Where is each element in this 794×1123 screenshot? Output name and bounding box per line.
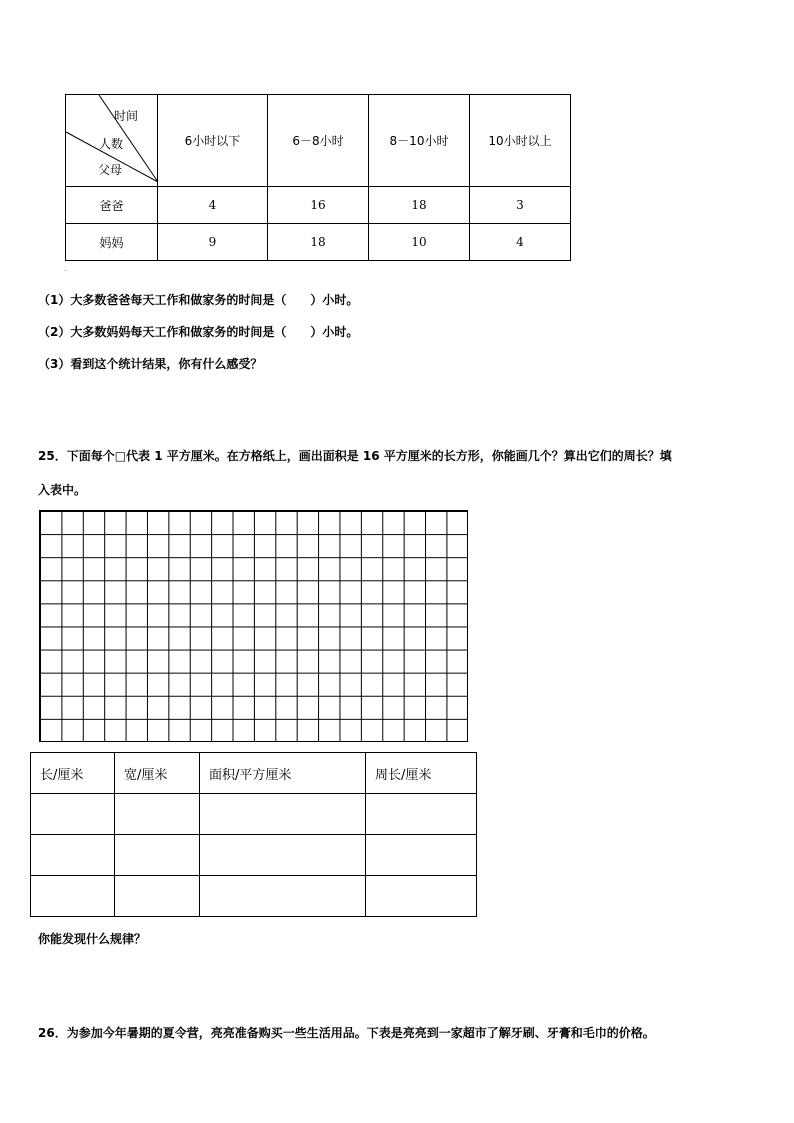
column-header: 6－8小时 bbox=[268, 95, 369, 187]
answer-cell[interactable] bbox=[366, 794, 477, 835]
square-grid-paper bbox=[39, 510, 468, 742]
table-cell: 18 bbox=[268, 224, 369, 261]
hours-statistics-table bbox=[65, 94, 571, 261]
question-3: （3）看到这个统计结果，你有什么感受？ bbox=[38, 357, 263, 371]
answer-cell[interactable] bbox=[200, 794, 366, 835]
problem-25-text-line-1: 25．下面每个□代表 1 平方厘米。在方格纸上，画出面积是 16 平方厘米的长方形，你能画几个？算出它们的周长？填 bbox=[38, 449, 672, 463]
table-cell: 3 bbox=[470, 187, 571, 224]
table-row bbox=[31, 794, 477, 835]
corner-label-time: 时间 bbox=[114, 109, 139, 123]
table-row bbox=[31, 835, 477, 876]
row-label: 爸爸 bbox=[66, 187, 158, 224]
table-header-row bbox=[66, 95, 571, 187]
pattern-question: 你能发现什么规律？ bbox=[38, 932, 147, 946]
answer-cell[interactable] bbox=[200, 876, 366, 917]
table-row bbox=[66, 187, 571, 224]
question-1: （1）大多数爸爸每天工作和做家务的时间是（ ）小时。 bbox=[38, 293, 359, 307]
table-cell: 4 bbox=[470, 224, 571, 261]
diagonal-header-cell bbox=[66, 95, 158, 187]
corner-label-parents: 父母 bbox=[98, 163, 123, 177]
table-cell: 10 bbox=[369, 224, 470, 261]
rectangle-answer-table bbox=[30, 752, 477, 917]
answer-cell[interactable] bbox=[366, 835, 477, 876]
row-label: 妈妈 bbox=[66, 224, 158, 261]
table-cell: 16 bbox=[268, 187, 369, 224]
answer-cell[interactable] bbox=[31, 876, 115, 917]
problem-26-text: 26．为参加今年暑期的夏令营，亮亮准备购买一些生活用品。下表是亮亮到一家超市了解牙刷、牙膏和毛巾的价格。 bbox=[38, 1026, 655, 1040]
column-header: 面积/平方厘米 bbox=[200, 753, 366, 794]
table-cell: 9 bbox=[158, 224, 268, 261]
answer-cell[interactable] bbox=[115, 876, 200, 917]
table-cell: 18 bbox=[369, 187, 470, 224]
problem-25-text-line-2: 入表中。 bbox=[38, 483, 87, 497]
answer-cell[interactable] bbox=[31, 835, 115, 876]
column-header: 宽/厘米 bbox=[115, 753, 200, 794]
answer-cell[interactable] bbox=[366, 876, 477, 917]
small-mark: .. bbox=[64, 266, 68, 273]
answer-cell[interactable] bbox=[31, 794, 115, 835]
column-header: 长/厘米 bbox=[31, 753, 115, 794]
column-header: 8－10小时 bbox=[369, 95, 470, 187]
table-header-row bbox=[31, 753, 477, 794]
table-row bbox=[31, 876, 477, 917]
column-header: 周长/厘米 bbox=[366, 753, 477, 794]
corner-label-count: 人数 bbox=[99, 137, 124, 151]
table-cell: 4 bbox=[158, 187, 268, 224]
column-header: 6小时以下 bbox=[158, 95, 268, 187]
column-header: 10小时以上 bbox=[470, 95, 571, 187]
answer-cell[interactable] bbox=[115, 794, 200, 835]
table-row bbox=[66, 224, 571, 261]
answer-cell[interactable] bbox=[115, 835, 200, 876]
answer-cell[interactable] bbox=[200, 835, 366, 876]
question-2: （2）大多数妈妈每天工作和做家务的时间是（ ）小时。 bbox=[38, 325, 359, 339]
